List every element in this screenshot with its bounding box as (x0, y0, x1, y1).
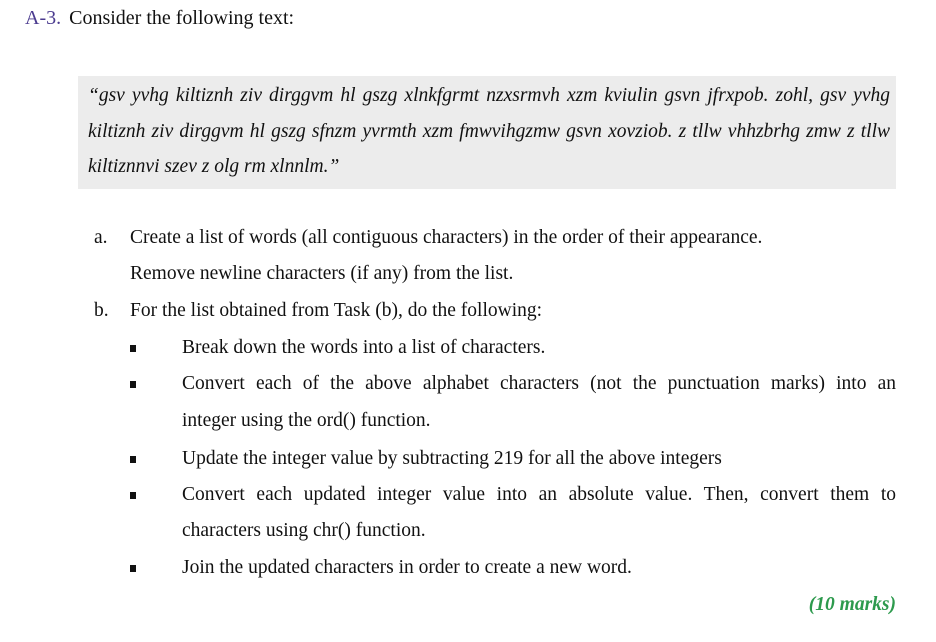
question-title: Consider the following text: (69, 7, 295, 29)
bullet-5-text (182, 556, 896, 580)
bullet-1-line: Break down the words into a list of characters. (182, 337, 546, 358)
bullet-4-text (182, 483, 896, 543)
bullet-3-line: Update the integer value by subtracting 219 for all the above integers (182, 448, 722, 469)
quoted-cipher-text: “gsv yvhg kiltiznh ziv dirggvm hl gszg xlnkfgrmt nzxsrmvh xzm kviulin gsvn jfrxpob. zohl, gsv yvhg kiltiznh ziv dirggvm hl gszg sfnzm yvrmth xzm fmwvihgzmw gsvn xovziob. z tllw vhhzbrhg zmw z tllw kiltiznnvi szev z olg rm xlnnlm.” (88, 85, 890, 177)
quoted-text-box (78, 76, 896, 189)
bullet-4-line-1: Convert each updated integer value into an absolute value. Then, convert them to (182, 484, 896, 505)
question-heading (25, 6, 294, 30)
item-a-letter: a. (94, 227, 108, 248)
bullet-1-marker (130, 345, 136, 352)
bullet-2-line-1: Convert each of the above alphabet characters (not the punctuation marks) into an (182, 373, 896, 394)
item-b-text: For the list obtained from Task (b), do the following: (130, 300, 543, 321)
question-number: A-3. (25, 7, 62, 29)
item-a-line-1: Create a list of words (all contiguous characters) in the order of their appearance. (130, 227, 763, 248)
bullet-3-text (182, 447, 896, 471)
bullet-2-text (182, 372, 896, 433)
bullet-2-marker (130, 381, 136, 388)
bullet-2-line-2: integer using the ord() function. (182, 410, 431, 431)
bullet-1-text (182, 336, 896, 360)
item-a-line-2: Remove newline characters (if any) from the list. (130, 263, 514, 284)
bullet-4-line-2: characters using chr() function. (182, 520, 426, 541)
bullet-5-marker (130, 565, 136, 572)
bullet-5-line: Join the updated characters in order to create a new word. (182, 557, 632, 578)
item-b-letter: b. (94, 300, 109, 321)
bullet-4-marker (130, 492, 136, 499)
marks-label: (10 marks) (808, 594, 896, 615)
bullet-3-marker (130, 456, 136, 463)
